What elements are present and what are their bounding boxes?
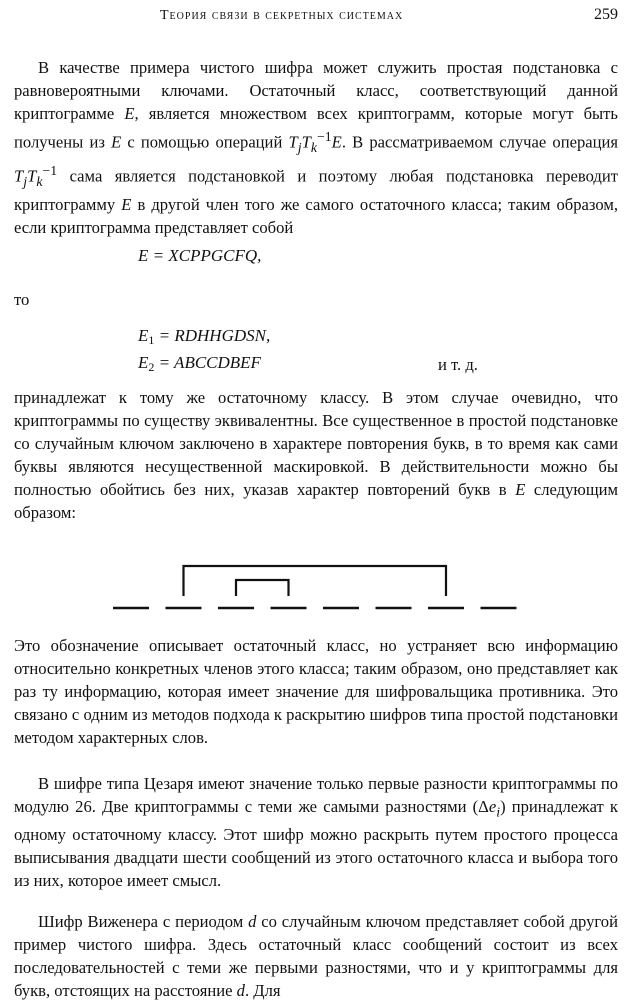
text-segment: , является множеством всех криптограмм, которые могут быть получены из	[14, 104, 619, 152]
word-to: то	[14, 290, 30, 309]
math-var: E	[515, 480, 526, 499]
formula-e2	[138, 353, 261, 375]
repetition-diagram	[105, 560, 525, 620]
math-var: E	[121, 194, 132, 214]
text-segment: следующим образом:	[14, 480, 618, 522]
paragraph-1	[14, 56, 618, 239]
formula-rhs: = ABCCDBEF	[154, 353, 261, 372]
text-segment: Шифр Виженера с периодом	[38, 912, 249, 931]
text-segment: со случайным ключом представляет собой другой пример чистого шифра. Здесь остаточный класс сообщений состоит из всех последовательностей с теми же первыми разностями, что и у криптограммы для букв, отстоящих на расстояние	[14, 912, 618, 1000]
math-sup: −1	[316, 129, 332, 144]
formula-e	[138, 246, 261, 266]
math-var: d	[236, 981, 245, 1000]
math-sub: i	[496, 804, 501, 820]
repetition-diagram-svg	[105, 560, 525, 620]
paragraph-4	[14, 772, 618, 892]
page-number: 259	[594, 6, 618, 23]
text-segment: сама является подстановкой и поэтому любая подстановка переводит криптограмму	[14, 166, 618, 214]
math-var: E	[111, 132, 122, 152]
math-sub: j	[297, 139, 302, 155]
inner-repetition-bracket	[236, 580, 289, 596]
math-var: E	[138, 246, 149, 265]
etc-label: и т. д.	[438, 355, 478, 374]
text-segment: Это обозначение описывает остаточный класс, но устраняет всю информацию относительно конкретных членов этого класса; таким образом, оно представляет как раз ту информацию, которая имеет значение для шифровальщика противника. Это связано с одним из методов подхода к раскрытию шифров типа простой подстановки методом характерных слов.	[14, 636, 618, 747]
math-var: d	[248, 912, 257, 931]
math-var: T	[301, 132, 311, 152]
math-sub: 2	[148, 360, 155, 374]
math-var: T	[14, 166, 24, 186]
text-segment: в другой член того же самого остаточного класса; таким образом, если криптограмма представляет собой	[14, 194, 618, 237]
math-var: T	[27, 166, 37, 186]
math-sub: 1	[148, 333, 155, 347]
math-sub: j	[23, 173, 28, 189]
math-sub: k	[36, 173, 43, 189]
text-segment: с помощью операций	[121, 132, 289, 152]
math-var: E	[331, 132, 342, 152]
math-sup: −1	[42, 162, 58, 178]
math-var: E	[124, 104, 135, 123]
text-segment: В качестве примера чистого шифра может служить простая подстановка с равновероятными ключами. Остаточный класс, соответствующий данной криптограмме	[14, 58, 618, 123]
text-segment: . Для	[244, 981, 281, 1000]
text-segment: . В рассматриваемом случае операция	[341, 132, 618, 152]
math-var: E	[138, 353, 149, 372]
paragraph-5	[14, 910, 618, 1002]
outer-repetition-bracket	[184, 566, 447, 596]
text-segment: В шифре типа Цезаря имеют значение только первые разности криптограммы по модулю 26. Две криптограммы с теми же самыми разностями (Δ	[14, 774, 618, 816]
formula-rhs: = RDHHGDSN,	[154, 326, 271, 345]
math-var: E	[138, 326, 149, 345]
math-var: T	[288, 132, 298, 152]
text-segment: принадлежат к тому же остаточному классу. В этом случае очевидно, что криптограммы по существу эквивалентны. Все существенное в простой подстановке со случайным ключом заключено в характере повторения букв, в то время как сами буквы являются несущественной маскировкой. В действительности можно бы полностью обойтись без них, указав характер повторений букв в	[14, 388, 618, 499]
paragraph-2	[14, 386, 618, 524]
formula-e1	[138, 326, 270, 348]
math-sub: k	[310, 139, 317, 155]
math-var: e	[488, 797, 497, 816]
formula-rhs: = XCPPGCFQ,	[148, 246, 262, 265]
text-segment: ) принадлежат к одному остаточному классу. Этот шифр можно раскрыть путем простого процесса выписывания двадцати шести сообщений из этого остаточного класса и выбора того из них, которое имеет смысл.	[14, 797, 618, 891]
paragraph-3	[14, 634, 618, 749]
running-header: Теория связи в секретных системах	[160, 8, 404, 23]
